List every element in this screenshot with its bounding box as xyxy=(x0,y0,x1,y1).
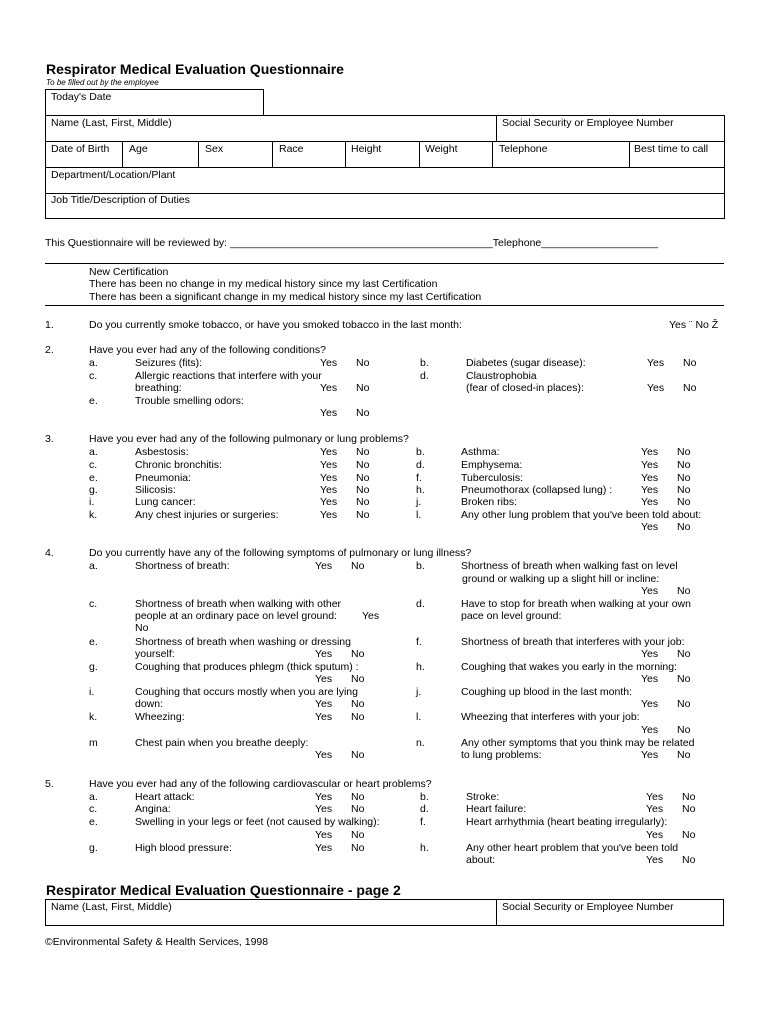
q4a-letter: a. xyxy=(89,560,98,572)
q2b-text: Diabetes (sugar disease): xyxy=(466,357,586,369)
q4j-text: Coughing up blood in the last month: xyxy=(461,686,633,698)
q2b-no[interactable]: No xyxy=(683,357,697,369)
q3h-text: Pneumothorax (collapsed lung) : xyxy=(461,484,613,496)
weight-label: Weight xyxy=(425,143,458,155)
job-title-field[interactable] xyxy=(46,194,724,218)
q4h-letter: h. xyxy=(416,661,425,673)
q5h-text: Any other heart problem that you've been told xyxy=(466,842,679,854)
q5g-letter: g. xyxy=(89,842,98,854)
q5e-text: Swelling in your legs or feet (not caused by walking): xyxy=(135,816,380,828)
q4e-letter: e. xyxy=(89,636,98,648)
best-time-label: Best time to call xyxy=(634,143,709,155)
q5d-yes[interactable]: Yes xyxy=(646,803,664,815)
q4c-no[interactable]: No xyxy=(135,622,149,634)
q3e-yes[interactable]: Yes xyxy=(320,472,338,484)
dob-label: Date of Birth xyxy=(51,143,110,155)
q4-number: 4. xyxy=(45,547,54,559)
q3e-text: Pneumonia: xyxy=(135,472,192,484)
department-label: Department/Location/Plant xyxy=(51,169,176,181)
q5a-letter: a. xyxy=(89,791,98,803)
job-title-label: Job Title/Description of Duties xyxy=(51,194,190,206)
q3d-no[interactable]: No xyxy=(677,459,691,471)
q2e-yes[interactable]: Yes xyxy=(320,407,338,419)
q4l-no[interactable]: No xyxy=(677,724,691,736)
page2-title: Respirator Medical Evaluation Questionnaire - page 2 xyxy=(46,882,401,898)
q3c-text: Chronic bronchitis: xyxy=(135,459,222,471)
q3f-text: Tuberculosis: xyxy=(461,472,524,484)
q5h-yes[interactable]: Yes xyxy=(646,854,664,866)
q4d-text: Have to stop for breath when walking at your own xyxy=(461,598,691,610)
q4n-text-cont: to lung problems: xyxy=(461,749,542,761)
q4l-letter: l. xyxy=(416,711,422,723)
q3g-no[interactable]: No xyxy=(356,484,370,496)
q2d-no[interactable]: No xyxy=(683,382,697,394)
q5b-text: Stroke: xyxy=(466,791,500,803)
q5-text: Have you ever had any of the following cardiovascular or heart problems? xyxy=(89,778,432,790)
page2-name-label: Name (Last, First, Middle) xyxy=(51,901,172,913)
q4i-no[interactable]: No xyxy=(351,698,365,710)
q4n-yes[interactable]: Yes xyxy=(641,749,659,761)
q2d-yes[interactable]: Yes xyxy=(647,382,665,394)
q5d-text: Heart failure: xyxy=(466,803,527,815)
q4e-text: Shortness of breath when washing or dressing xyxy=(135,636,351,648)
age-field[interactable] xyxy=(122,142,199,167)
page2-info-table xyxy=(45,899,724,926)
q5b-yes[interactable]: Yes xyxy=(646,791,664,803)
name-label: Name (Last, First, Middle) xyxy=(51,117,172,129)
q3e-letter: e. xyxy=(89,472,98,484)
q3h-no[interactable]: No xyxy=(677,484,691,496)
telephone-field[interactable] xyxy=(492,142,630,167)
q2d-text: Claustrophobia xyxy=(466,370,537,382)
q4j-letter: j. xyxy=(416,686,422,698)
q3k-yes[interactable]: Yes xyxy=(320,509,338,521)
q5c-yes[interactable]: Yes xyxy=(315,803,333,815)
q4a-yes[interactable]: Yes xyxy=(315,560,333,572)
employee-info-table xyxy=(45,115,725,219)
certification-new[interactable]: New Certification xyxy=(89,266,169,278)
q5c-text: Angina: xyxy=(135,803,171,815)
q3i-letter: i. xyxy=(89,496,95,508)
height-field[interactable] xyxy=(345,142,420,167)
q3a-yes[interactable]: Yes xyxy=(320,446,338,458)
q3a-letter: a. xyxy=(89,446,98,458)
telephone-label: Telephone xyxy=(499,143,548,155)
q4k-letter: k. xyxy=(89,711,98,723)
ssn-field[interactable] xyxy=(496,116,725,141)
q3d-yes[interactable]: Yes xyxy=(641,459,659,471)
q5g-yes[interactable]: Yes xyxy=(315,842,333,854)
q3k-text: Any chest injuries or surgeries: xyxy=(135,509,279,521)
q5h-letter: h. xyxy=(420,842,429,854)
q2a-letter: a. xyxy=(89,357,98,369)
q3i-no[interactable]: No xyxy=(356,496,370,508)
q3b-no[interactable]: No xyxy=(677,446,691,458)
q3j-text: Broken ribs: xyxy=(461,496,518,508)
weight-field[interactable] xyxy=(419,142,493,167)
q3f-no[interactable]: No xyxy=(677,472,691,484)
q3j-letter: j. xyxy=(416,496,422,508)
sex-label: Sex xyxy=(205,143,224,155)
q3j-yes[interactable]: Yes xyxy=(641,496,659,508)
q5e-yes[interactable]: Yes xyxy=(315,829,333,841)
q5d-no[interactable]: No xyxy=(682,803,696,815)
q5g-no[interactable]: No xyxy=(351,842,365,854)
q4g-letter: g. xyxy=(89,661,98,673)
q5f-letter: f. xyxy=(420,816,426,828)
q2a-no[interactable]: No xyxy=(356,357,370,369)
q2e-text: Trouble smelling odors: xyxy=(135,395,244,407)
height-label: Height xyxy=(351,143,382,155)
q4c-text-cont: people at an ordinary pace on level ground: xyxy=(135,610,337,622)
q4f-yes[interactable]: Yes xyxy=(641,648,659,660)
q4c-letter: c. xyxy=(89,598,98,610)
q3c-yes[interactable]: Yes xyxy=(320,459,338,471)
q2e-no[interactable]: No xyxy=(356,407,370,419)
q3l-no[interactable]: No xyxy=(677,521,691,533)
q4a-text: Shortness of breath: xyxy=(135,560,230,572)
q4m-no[interactable]: No xyxy=(351,749,365,761)
q2e-letter: e. xyxy=(89,395,98,407)
q2c-text-cont: breathing: xyxy=(135,382,182,394)
q2b-letter: b. xyxy=(420,357,429,369)
section-divider xyxy=(45,263,724,264)
q2-number: 2. xyxy=(45,344,54,356)
q1-text: Do you currently smoke tobacco, or have you smoked tobacco in the last month: xyxy=(89,319,462,331)
todays-date-field[interactable] xyxy=(45,89,264,116)
q3f-yes[interactable]: Yes xyxy=(641,472,659,484)
age-label: Age xyxy=(129,143,148,155)
q4b-text: Shortness of breath when walking fast on level xyxy=(461,560,678,572)
certification-change[interactable]: There has been a significant change in my medical history since my last Certification xyxy=(89,291,482,303)
page-title: Respirator Medical Evaluation Questionnaire xyxy=(46,61,344,77)
q5d-letter: d. xyxy=(420,803,429,815)
q5f-yes[interactable]: Yes xyxy=(646,829,664,841)
q2-text: Have you ever had any of the following conditions? xyxy=(89,344,326,356)
q3g-letter: g. xyxy=(89,484,98,496)
sex-field[interactable] xyxy=(198,142,273,167)
q4a-no[interactable]: No xyxy=(351,560,365,572)
q5c-no[interactable]: No xyxy=(351,803,365,815)
q4b-letter: b. xyxy=(416,560,425,572)
q2c-letter: c. xyxy=(89,370,98,382)
page2-name-field[interactable] xyxy=(46,900,496,925)
q4h-text: Coughing that wakes you early in the morning: xyxy=(461,661,677,673)
q5h-text-cont: about: xyxy=(466,854,496,866)
q4g-no[interactable]: No xyxy=(351,673,365,685)
q3-number: 3. xyxy=(45,433,54,445)
q3-text: Have you ever had any of the following pulmonary or lung problems? xyxy=(89,433,409,445)
q4k-no[interactable]: No xyxy=(351,711,365,723)
q4h-no[interactable]: No xyxy=(677,673,691,685)
q5h-no[interactable]: No xyxy=(682,854,696,866)
q1-number: 1. xyxy=(45,319,54,331)
q3h-yes[interactable]: Yes xyxy=(641,484,659,496)
q4n-no[interactable]: No xyxy=(677,749,691,761)
best-time-field[interactable] xyxy=(629,142,725,167)
q4l-text: Wheezing that interferes with your job: xyxy=(461,711,640,723)
q4f-letter: f. xyxy=(416,636,422,648)
q3l-letter: l. xyxy=(416,509,422,521)
q4b-yes[interactable]: Yes xyxy=(641,585,659,597)
dob-field[interactable] xyxy=(46,142,122,167)
page2-ssn-field[interactable] xyxy=(496,900,724,925)
reviewed-by-line: This Questionnaire will be reviewed by: _____________________________________________Telephone____________________ xyxy=(45,237,659,249)
q5e-no[interactable]: No xyxy=(351,829,365,841)
q3a-text: Asbestosis: xyxy=(135,446,189,458)
q2d-letter: d. xyxy=(420,370,429,382)
q3f-letter: f. xyxy=(416,472,422,484)
q5g-text: High blood pressure: xyxy=(135,842,232,854)
q5a-no[interactable]: No xyxy=(351,791,365,803)
q4i-text: Coughing that occurs mostly when you are lying xyxy=(135,686,358,698)
q4b-text-cont: ground or walking up a slight hill or incline: xyxy=(462,573,660,585)
q4e-yes[interactable]: Yes xyxy=(315,648,333,660)
q3c-letter: c. xyxy=(89,459,98,471)
q3a-no[interactable]: No xyxy=(356,446,370,458)
q4m-yes[interactable]: Yes xyxy=(315,749,333,761)
q3g-text: Silicosis: xyxy=(135,484,176,496)
q4j-no[interactable]: No xyxy=(677,698,691,710)
q4g-yes[interactable]: Yes xyxy=(315,673,333,685)
q4d-letter: d. xyxy=(416,598,425,610)
name-field[interactable] xyxy=(46,116,496,141)
q3e-no[interactable]: No xyxy=(356,472,370,484)
q4n-letter: n. xyxy=(416,737,425,749)
q4d-text-cont: pace on level ground: xyxy=(461,610,562,622)
q2d-text-cont: (fear of closed-in places): xyxy=(466,382,584,394)
department-field[interactable] xyxy=(46,168,724,193)
q4l-yes[interactable]: Yes xyxy=(641,724,659,736)
q5b-letter: b. xyxy=(420,791,429,803)
q5e-letter: e. xyxy=(89,816,98,828)
q3k-no[interactable]: No xyxy=(356,509,370,521)
q4i-letter: i. xyxy=(89,686,95,698)
q5c-letter: c. xyxy=(89,803,98,815)
q5-number: 5. xyxy=(45,778,54,790)
q4f-no[interactable]: No xyxy=(677,648,691,660)
q1-answers[interactable]: Yes ¨ No Ž xyxy=(669,319,719,331)
q3j-no[interactable]: No xyxy=(677,496,691,508)
q3k-letter: k. xyxy=(89,509,98,521)
q5f-text: Heart arrhythmia (heart beating irregularly): xyxy=(466,816,668,828)
q3b-text: Asthma: xyxy=(461,446,500,458)
q3b-yes[interactable]: Yes xyxy=(641,446,659,458)
q3g-yes[interactable]: Yes xyxy=(320,484,338,496)
q4e-text-cont: yourself: xyxy=(135,648,175,660)
race-label: Race xyxy=(279,143,304,155)
q4e-no[interactable]: No xyxy=(351,648,365,660)
q2c-yes[interactable]: Yes xyxy=(320,382,338,394)
q4k-yes[interactable]: Yes xyxy=(315,711,333,723)
section-divider xyxy=(45,305,724,306)
q4f-text: Shortness of breath that interferes with your job: xyxy=(461,636,685,648)
q5b-no[interactable]: No xyxy=(682,791,696,803)
q5f-no[interactable]: No xyxy=(682,829,696,841)
q4m-letter: m xyxy=(89,737,98,749)
q4c-text: Shortness of breath when walking with other xyxy=(135,598,342,610)
q2c-no[interactable]: No xyxy=(356,382,370,394)
q3i-yes[interactable]: Yes xyxy=(320,496,338,508)
q3l-text: Any other lung problem that you've been told about: xyxy=(461,509,702,521)
q4n-text: Any other symptoms that you think may be related xyxy=(461,737,695,749)
q4c-yes[interactable]: Yes xyxy=(362,610,380,622)
q2c-text: Allergic reactions that interfere with your xyxy=(135,370,322,382)
q4m-text: Chest pain when you breathe deeply: xyxy=(135,737,309,749)
q4i-text-cont: down: xyxy=(135,698,164,710)
q4j-yes[interactable]: Yes xyxy=(641,698,659,710)
q3h-letter: h. xyxy=(416,484,425,496)
page-subtitle: To be filled out by the employee xyxy=(46,78,159,87)
q3l-yes[interactable]: Yes xyxy=(641,521,659,533)
certification-no-change[interactable]: There has been no change in my medical history since my last Certification xyxy=(89,278,438,290)
footer-copyright: ©Environmental Safety & Health Services, 1998 xyxy=(45,936,269,948)
ssn-label: Social Security or Employee Number xyxy=(502,117,674,129)
q2a-yes[interactable]: Yes xyxy=(320,357,338,369)
q4b-no[interactable]: No xyxy=(677,585,691,597)
q3i-text: Lung cancer: xyxy=(135,496,196,508)
q4k-text: Wheezing: xyxy=(135,711,185,723)
q3d-text: Emphysema: xyxy=(461,459,523,471)
q2a-text: Seizures (fits): xyxy=(135,357,203,369)
todays-date-label: Today's Date xyxy=(51,91,112,103)
q5a-text: Heart attack: xyxy=(135,791,195,803)
q4g-text: Coughing that produces phlegm (thick sputum) : xyxy=(135,661,359,673)
q3b-letter: b. xyxy=(416,446,425,458)
q5a-yes[interactable]: Yes xyxy=(315,791,333,803)
page2-ssn-label: Social Security or Employee Number xyxy=(502,901,674,913)
q4h-yes[interactable]: Yes xyxy=(641,673,659,685)
q3d-letter: d. xyxy=(416,459,425,471)
q4-text: Do you currently have any of the following symptoms of pulmonary or lung illness? xyxy=(89,547,472,559)
q2b-yes[interactable]: Yes xyxy=(647,357,665,369)
q4i-yes[interactable]: Yes xyxy=(315,698,333,710)
race-field[interactable] xyxy=(272,142,346,167)
q3c-no[interactable]: No xyxy=(356,459,370,471)
